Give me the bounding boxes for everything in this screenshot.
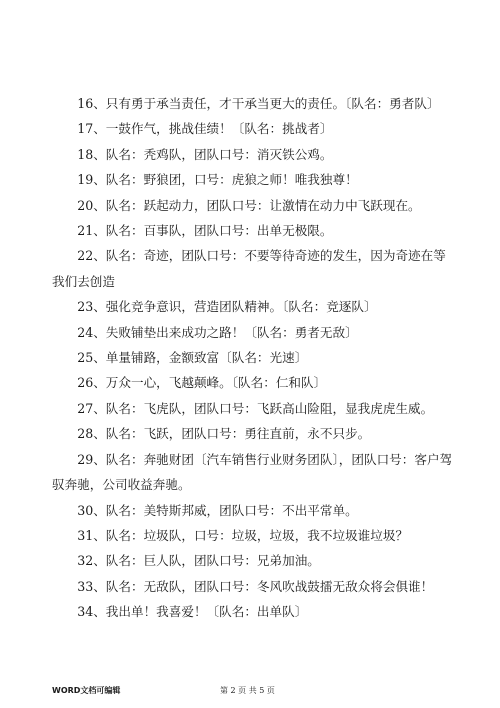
list-item: 22、队名：奇迹，团队口号：不要等待奇迹的发生，因为奇迹在等我们去创造 [52, 248, 446, 289]
list-item: 23、强化竞争意识，营造团队精神。〔队名：竞逐队〕 [77, 299, 377, 315]
list-item: 16、只有勇于承当责任，才干承当更大的责任。〔队名：勇者队〕 [77, 96, 440, 111]
page-footer [52, 684, 454, 698]
list-item: 26、万众一心，飞越颠峰。〔队名：仁和队〕 [77, 375, 327, 391]
list-item: 20、队名：跃起动力，团队口号：让激情在动力中飞跃现在。 [77, 197, 421, 213]
list-item: 18、队名：秃鸡队，团队口号：消灭铁公鸡。 [77, 146, 333, 162]
list-item: 34、我出单！我喜爱！〔队名：出单队〕 [77, 604, 308, 620]
list-item: 31、队名：垃圾队，口号：垃圾，垃圾，我不垃圾谁垃圾？ [77, 527, 409, 543]
document-body [52, 91, 454, 625]
list-item: 28、队名：飞跃，团队口号：勇往直前，永不只步。 [77, 426, 371, 442]
list-item: 19、队名：野狼团，口号：虎狼之师！唯我独尊！ [77, 172, 358, 188]
list-item: 29、队名：奔驰财团〔汽车销售行业财务团队〕，团队口号：客户驾驭奔驰，公司收益奔驰。 [52, 451, 453, 493]
list-item: 24、失败铺垫出来成功之路！〔队名：勇者无敌〕 [77, 324, 358, 340]
list-item: 27、队名：飞虎队，团队口号：飞跃高山险阻，显我虎虎生威。 [77, 400, 434, 416]
list-item: 25、单量铺路，金额致富〔队名：光速〕 [77, 350, 308, 366]
list-item: 30、队名：美特斯邦威，团队口号：不出平常单。 [77, 502, 358, 518]
list-item: 32、队名：巨人队，团队口号：兄弟加油。 [77, 553, 320, 569]
list-item: 21、队名：百事队，团队口号：出单无极限。 [77, 223, 333, 239]
list-item: 33、队名：无敌队，团队口号：冬风吹战鼓擂无敌众将会俱谁！ [77, 578, 434, 594]
footer-editable-note: WORD文档可编辑 [52, 686, 121, 695]
page-number: 第 2 页 共 5 页 [220, 686, 275, 695]
list-item: 17、一鼓作气，挑战佳绩！〔队名：挑战者〕 [77, 121, 333, 137]
